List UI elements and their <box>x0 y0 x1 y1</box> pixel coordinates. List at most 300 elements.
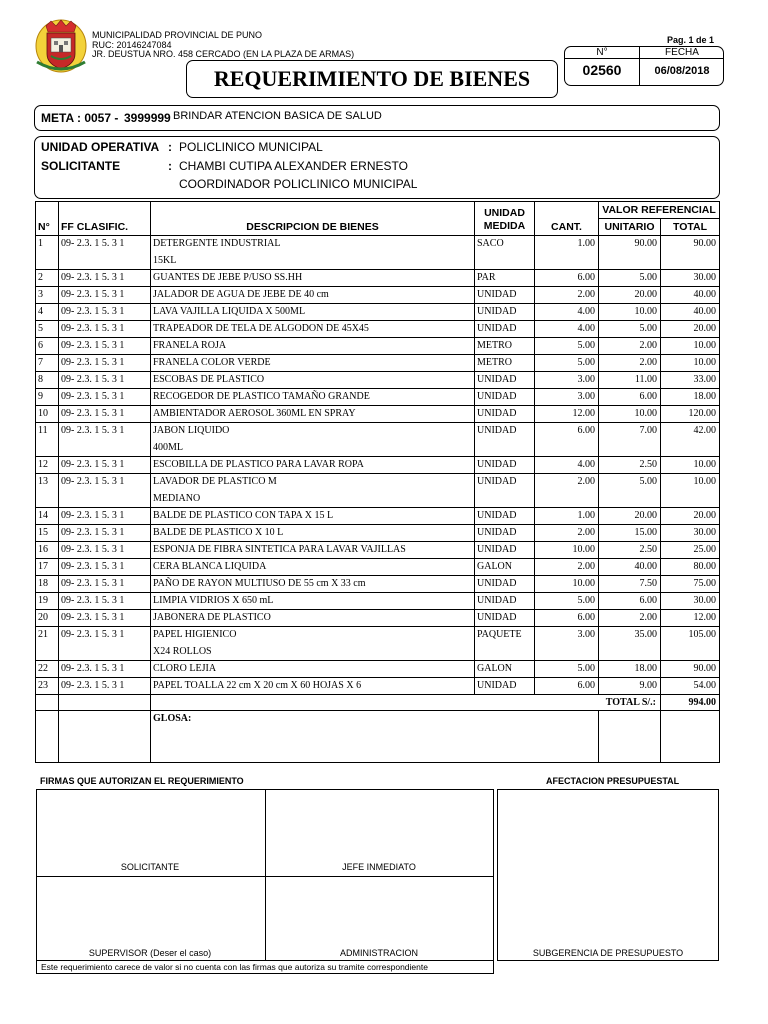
afectacion-title: AFECTACION PRESUPUESTAL <box>546 776 680 786</box>
item-unit-text: METRO <box>477 357 512 368</box>
item-quantity-text: 2.00 <box>577 527 595 538</box>
total-label: TOTAL S/.: <box>151 695 661 711</box>
item-unit <box>475 338 535 355</box>
item-number-text: 7 <box>38 357 43 368</box>
item-clasificador-text: 09- 2.3. 1 5. 3 1 <box>61 391 125 402</box>
item-unit-price <box>599 576 661 593</box>
number-date-box <box>564 46 724 86</box>
item-number-text: 23 <box>38 680 48 691</box>
disclaimer-box <box>36 960 494 974</box>
col-header-num: N° <box>36 202 59 236</box>
item-clasificador <box>59 321 151 338</box>
item-number-text: 8 <box>38 374 43 385</box>
item-unit-price-text: 2.50 <box>639 459 657 470</box>
item-quantity <box>535 287 599 304</box>
item-description <box>151 678 475 695</box>
item-quantity-text: 5.00 <box>577 595 595 606</box>
item-number-text: 20 <box>38 612 48 623</box>
item-clasificador <box>59 661 151 678</box>
item-clasificador <box>59 474 151 508</box>
item-total-text: 30.00 <box>693 527 716 538</box>
item-unit-price <box>599 474 661 508</box>
item-number-text: 22 <box>38 663 48 674</box>
item-description-text: TRAPEADOR DE TELA DE ALGODON DE 45X45 <box>153 323 369 334</box>
firmas-title: FIRMAS QUE AUTORIZAN EL REQUERIMIENTO <box>40 776 244 786</box>
item-number-text: 2 <box>38 272 43 283</box>
item-total-text: 33.00 <box>693 374 716 385</box>
item-description-text: DETERGENTE INDUSTRIAL <box>153 238 281 249</box>
item-number-text: 10 <box>38 408 48 419</box>
item-number <box>36 423 59 457</box>
item-unit-text: UNIDAD <box>477 680 517 691</box>
item-clasificador <box>59 287 151 304</box>
item-unit-price-text: 6.00 <box>639 595 657 606</box>
item-description <box>151 593 475 610</box>
item-unit-price <box>599 321 661 338</box>
item-description-line2: MEDIANO <box>153 493 201 504</box>
table-row <box>36 508 720 525</box>
item-total-text: 90.00 <box>693 238 716 249</box>
item-number <box>36 661 59 678</box>
item-number-text: 17 <box>38 561 48 572</box>
item-unit <box>475 559 535 576</box>
item-description-text: PAPEL HIGIENICO <box>153 629 237 640</box>
glosa-empty-2 <box>59 711 151 763</box>
item-unit-text: UNIDAD <box>477 306 517 317</box>
col-header-cant: CANT. <box>535 202 599 236</box>
item-quantity <box>535 576 599 593</box>
item-unit-price <box>599 406 661 423</box>
item-quantity <box>535 457 599 474</box>
item-number-text: 6 <box>38 340 43 351</box>
item-unit-price-text: 15.00 <box>634 527 657 538</box>
item-total <box>661 525 720 542</box>
document-number: 02560 <box>582 62 622 78</box>
item-number-text: 11 <box>38 425 48 436</box>
item-unit-text: UNIDAD <box>477 323 517 334</box>
item-quantity <box>535 559 599 576</box>
table-row <box>36 627 720 661</box>
item-number-text: 19 <box>38 595 48 606</box>
item-total <box>661 457 720 474</box>
item-number <box>36 236 59 270</box>
item-total <box>661 610 720 627</box>
item-unit <box>475 678 535 695</box>
item-unit-text: PAQUETE <box>477 629 522 640</box>
item-number <box>36 610 59 627</box>
item-number <box>36 355 59 372</box>
item-unit-price <box>599 678 661 695</box>
item-unit-text: UNIDAD <box>477 595 517 606</box>
item-number <box>36 593 59 610</box>
item-clasificador <box>59 372 151 389</box>
item-quantity-text: 6.00 <box>577 272 595 283</box>
item-clasificador <box>59 338 151 355</box>
org-name: MUNICIPALIDAD PROVINCIAL DE PUNO <box>92 30 263 40</box>
item-number-text: 13 <box>38 476 48 487</box>
item-unit-price-text: 2.00 <box>639 612 657 623</box>
item-total-text: 90.00 <box>693 663 716 674</box>
item-unit-price-text: 2.00 <box>639 357 657 368</box>
item-unit <box>475 474 535 508</box>
item-number <box>36 287 59 304</box>
info-box <box>34 136 720 199</box>
item-unit-price-text: 40.00 <box>634 561 657 572</box>
item-clasificador-text: 09- 2.3. 1 5. 3 1 <box>61 680 125 691</box>
item-clasificador-text: 09- 2.3. 1 5. 3 1 <box>61 561 125 572</box>
item-total-text: 25.00 <box>693 544 716 555</box>
table-row <box>36 304 720 321</box>
item-unit-price <box>599 304 661 321</box>
table-row <box>36 542 720 559</box>
item-description-line2: X24 ROLLOS <box>153 646 212 657</box>
item-number-text: 4 <box>38 306 43 317</box>
table-row <box>36 610 720 627</box>
glosa-label: GLOSA: <box>151 711 599 763</box>
item-quantity-text: 4.00 <box>577 306 595 317</box>
item-description-text: CLORO LEJIA <box>153 663 217 674</box>
item-unit <box>475 287 535 304</box>
items-table <box>35 201 720 763</box>
item-clasificador-text: 09- 2.3. 1 5. 3 1 <box>61 408 125 419</box>
item-unit <box>475 593 535 610</box>
item-number <box>36 508 59 525</box>
item-description-text: ESCOBILLA DE PLASTICO PARA LAVAR ROPA <box>153 459 364 470</box>
item-quantity <box>535 661 599 678</box>
item-quantity-text: 10.00 <box>572 544 595 555</box>
item-description-text: JABON LIQUIDO <box>153 425 230 436</box>
item-quantity <box>535 474 599 508</box>
item-unit-text: SACO <box>477 238 504 249</box>
item-unit-price <box>599 372 661 389</box>
item-number <box>36 678 59 695</box>
item-quantity <box>535 236 599 270</box>
item-number-text: 16 <box>38 544 48 555</box>
item-quantity <box>535 678 599 695</box>
item-number-text: 14 <box>38 510 48 521</box>
solicitante-signature-label: SOLICITANTE <box>120 862 180 872</box>
item-quantity-text: 3.00 <box>577 629 595 640</box>
item-total <box>661 406 720 423</box>
item-unit-price-text: 7.00 <box>639 425 657 436</box>
item-clasificador-text: 09- 2.3. 1 5. 3 1 <box>61 663 125 674</box>
col-header-unidad-top: UNIDAD <box>484 207 525 219</box>
item-clasificador-text: 09- 2.3. 1 5. 3 1 <box>61 374 125 385</box>
item-number-text: 5 <box>38 323 43 334</box>
item-quantity <box>535 423 599 457</box>
item-clasificador-text: 09- 2.3. 1 5. 3 1 <box>61 238 125 249</box>
afectacion-box <box>497 789 719 961</box>
table-row <box>36 372 720 389</box>
item-description <box>151 627 475 661</box>
item-clasificador <box>59 593 151 610</box>
item-total-text: 10.00 <box>693 357 716 368</box>
item-description-text: LIMPIA VIDRIOS X 650 mL <box>153 595 274 606</box>
item-description-text: BALDE DE PLASTICO CON TAPA X 15 L <box>153 510 334 521</box>
item-total <box>661 389 720 406</box>
item-unit-price <box>599 627 661 661</box>
item-unit-price-text: 10.00 <box>634 408 657 419</box>
item-description-text: BALDE DE PLASTICO X 10 L <box>153 527 284 538</box>
item-total-text: 42.00 <box>693 425 716 436</box>
item-clasificador-text: 09- 2.3. 1 5. 3 1 <box>61 527 125 538</box>
item-description-text: LAVA VAJILLA LIQUIDA X 500ML <box>153 306 306 317</box>
item-number-text: 12 <box>38 459 48 470</box>
item-quantity-text: 2.00 <box>577 476 595 487</box>
item-unit-price-text: 2.00 <box>639 340 657 351</box>
item-unit-text: UNIDAD <box>477 425 517 436</box>
item-description-text: LAVADOR DE PLASTICO M <box>153 476 277 487</box>
item-unit-price-text: 5.00 <box>639 272 657 283</box>
item-clasificador-text: 09- 2.3. 1 5. 3 1 <box>61 629 125 640</box>
item-description-line2: 400ML <box>153 442 183 453</box>
item-clasificador <box>59 457 151 474</box>
item-clasificador-text: 09- 2.3. 1 5. 3 1 <box>61 612 125 623</box>
total-empty-1 <box>36 695 59 711</box>
item-total-text: 12.00 <box>693 612 716 623</box>
item-number <box>36 474 59 508</box>
item-clasificador <box>59 389 151 406</box>
item-unit-price <box>599 270 661 287</box>
total-value: 994.00 <box>661 695 720 711</box>
table-row <box>36 559 720 576</box>
item-number <box>36 338 59 355</box>
item-total-text: 30.00 <box>693 272 716 283</box>
item-quantity-text: 3.00 <box>577 374 595 385</box>
col-header-total: TOTAL <box>661 219 720 236</box>
item-quantity <box>535 355 599 372</box>
meta-label: META : 0057 - <box>41 111 119 125</box>
item-number <box>36 542 59 559</box>
item-description-text: GUANTES DE JEBE P/USO SS.HH <box>153 272 303 283</box>
item-unit-price <box>599 389 661 406</box>
item-clasificador <box>59 270 151 287</box>
item-description <box>151 287 475 304</box>
item-unit <box>475 610 535 627</box>
item-total-text: 20.00 <box>693 510 716 521</box>
col-header-ff: FF CLASIFIC. <box>59 202 151 236</box>
item-quantity <box>535 508 599 525</box>
col-header-valor: VALOR REFERENCIAL <box>599 202 720 219</box>
glosa-empty-3 <box>599 711 661 763</box>
item-quantity <box>535 389 599 406</box>
item-description <box>151 389 475 406</box>
item-unit-price <box>599 610 661 627</box>
item-description-text: AMBIENTADOR AEROSOL 360ML EN SPRAY <box>153 408 356 419</box>
item-number <box>36 559 59 576</box>
item-clasificador <box>59 627 151 661</box>
glosa-empty-1 <box>36 711 59 763</box>
item-unit-price <box>599 593 661 610</box>
item-unit <box>475 576 535 593</box>
item-clasificador <box>59 304 151 321</box>
item-unit <box>475 304 535 321</box>
item-total-text: 105.00 <box>688 629 716 640</box>
solicitante-label: SOLICITANTE <box>41 159 121 173</box>
item-total-text: 80.00 <box>693 561 716 572</box>
solicitante-cargo: COORDINADOR POLICLINICO MUNICIPAL <box>179 177 418 191</box>
item-description <box>151 610 475 627</box>
document-title: REQUERIMIENTO DE BIENES <box>213 66 531 91</box>
item-description-text: FRANELA ROJA <box>153 340 227 351</box>
item-unit-price-text: 18.00 <box>634 663 657 674</box>
table-row <box>36 355 720 372</box>
item-description-text: ESCOBAS DE PLASTICO <box>153 374 265 385</box>
item-clasificador-text: 09- 2.3. 1 5. 3 1 <box>61 425 125 436</box>
meta-code: 3999999 <box>124 111 171 125</box>
item-clasificador-text: 09- 2.3. 1 5. 3 1 <box>61 510 125 521</box>
item-clasificador-text: 09- 2.3. 1 5. 3 1 <box>61 272 125 283</box>
item-quantity-text: 1.00 <box>577 510 595 521</box>
item-unit <box>475 457 535 474</box>
item-unit-text: UNIDAD <box>477 578 517 589</box>
item-quantity <box>535 542 599 559</box>
item-total <box>661 270 720 287</box>
item-total-text: 10.00 <box>693 340 716 351</box>
item-unit-price <box>599 457 661 474</box>
item-description <box>151 559 475 576</box>
item-description <box>151 423 475 457</box>
total-empty-2 <box>59 695 151 711</box>
item-description <box>151 304 475 321</box>
item-unit <box>475 355 535 372</box>
item-clasificador <box>59 525 151 542</box>
table-row <box>36 270 720 287</box>
item-total <box>661 372 720 389</box>
item-clasificador <box>59 423 151 457</box>
signatures-box <box>36 789 494 961</box>
ruc-number: RUC: 20146247084 <box>92 40 172 50</box>
item-unit-price <box>599 355 661 372</box>
item-description <box>151 270 475 287</box>
item-clasificador-text: 09- 2.3. 1 5. 3 1 <box>61 357 125 368</box>
item-clasificador-text: 09- 2.3. 1 5. 3 1 <box>61 595 125 606</box>
item-clasificador <box>59 542 151 559</box>
meta-description: BRINDAR ATENCION BASICA DE SALUD <box>173 110 382 122</box>
item-unit <box>475 389 535 406</box>
table-row <box>36 389 720 406</box>
item-unit <box>475 525 535 542</box>
item-description <box>151 372 475 389</box>
item-quantity <box>535 270 599 287</box>
item-unit-text: UNIDAD <box>477 459 517 470</box>
item-number-text: 15 <box>38 527 48 538</box>
item-unit-text: GALON <box>477 561 512 572</box>
item-quantity-text: 5.00 <box>577 340 595 351</box>
unidad-colon: : <box>168 140 172 154</box>
item-number-text: 1 <box>38 238 43 249</box>
item-total <box>661 423 720 457</box>
item-description <box>151 406 475 423</box>
item-unit-price <box>599 525 661 542</box>
item-number <box>36 270 59 287</box>
item-clasificador-text: 09- 2.3. 1 5. 3 1 <box>61 544 125 555</box>
item-unit-price <box>599 236 661 270</box>
solicitante-colon: : <box>168 159 172 173</box>
item-number <box>36 304 59 321</box>
item-unit-price <box>599 508 661 525</box>
item-unit <box>475 423 535 457</box>
item-number <box>36 372 59 389</box>
item-number-text: 3 <box>38 289 43 300</box>
item-total <box>661 508 720 525</box>
item-quantity <box>535 610 599 627</box>
item-quantity <box>535 304 599 321</box>
item-unit-text: UNIDAD <box>477 510 517 521</box>
item-unit-price-text: 35.00 <box>634 629 657 640</box>
item-description <box>151 355 475 372</box>
item-quantity-text: 5.00 <box>577 357 595 368</box>
item-clasificador <box>59 355 151 372</box>
item-quantity <box>535 593 599 610</box>
item-quantity <box>535 627 599 661</box>
item-total-text: 10.00 <box>693 459 716 470</box>
item-total <box>661 474 720 508</box>
item-unit-price <box>599 559 661 576</box>
item-unit-text: UNIDAD <box>477 544 517 555</box>
disclaimer-text: Este requerimiento carece de valor si no cuenta con las firmas que autoriza su tramite correspondiente <box>41 962 428 972</box>
item-unit <box>475 661 535 678</box>
item-description <box>151 661 475 678</box>
item-unit-price <box>599 287 661 304</box>
item-description <box>151 508 475 525</box>
item-total <box>661 559 720 576</box>
table-row <box>36 525 720 542</box>
item-unit-text: METRO <box>477 340 512 351</box>
item-total-text: 120.00 <box>688 408 716 419</box>
item-unit <box>475 270 535 287</box>
item-number <box>36 525 59 542</box>
item-description <box>151 525 475 542</box>
item-number <box>36 627 59 661</box>
item-unit <box>475 627 535 661</box>
item-unit-price-text: 9.00 <box>639 680 657 691</box>
item-total <box>661 576 720 593</box>
item-quantity <box>535 406 599 423</box>
item-unit-price-text: 20.00 <box>634 510 657 521</box>
item-total <box>661 678 720 695</box>
item-number <box>36 406 59 423</box>
item-unit-price-text: 6.00 <box>639 391 657 402</box>
item-clasificador <box>59 406 151 423</box>
item-quantity <box>535 525 599 542</box>
item-total <box>661 542 720 559</box>
item-unit <box>475 236 535 270</box>
item-unit-text: UNIDAD <box>477 391 517 402</box>
municipality-crest-logo <box>34 18 88 74</box>
item-total <box>661 236 720 270</box>
item-description <box>151 542 475 559</box>
item-clasificador <box>59 508 151 525</box>
table-row <box>36 593 720 610</box>
item-clasificador-text: 09- 2.3. 1 5. 3 1 <box>61 340 125 351</box>
item-total-text: 10.00 <box>693 476 716 487</box>
unidad-operativa-value: POLICLINICO MUNICIPAL <box>179 140 323 154</box>
item-number <box>36 389 59 406</box>
items-rows <box>36 236 720 695</box>
item-total-text: 30.00 <box>693 595 716 606</box>
item-clasificador-text: 09- 2.3. 1 5. 3 1 <box>61 578 125 589</box>
item-description <box>151 576 475 593</box>
item-quantity <box>535 338 599 355</box>
item-unit-text: UNIDAD <box>477 612 517 623</box>
item-description <box>151 321 475 338</box>
item-clasificador-text: 09- 2.3. 1 5. 3 1 <box>61 323 125 334</box>
item-number <box>36 321 59 338</box>
table-row <box>36 406 720 423</box>
item-unit-price <box>599 423 661 457</box>
item-description-text: CERA BLANCA LIQUIDA <box>153 561 267 572</box>
